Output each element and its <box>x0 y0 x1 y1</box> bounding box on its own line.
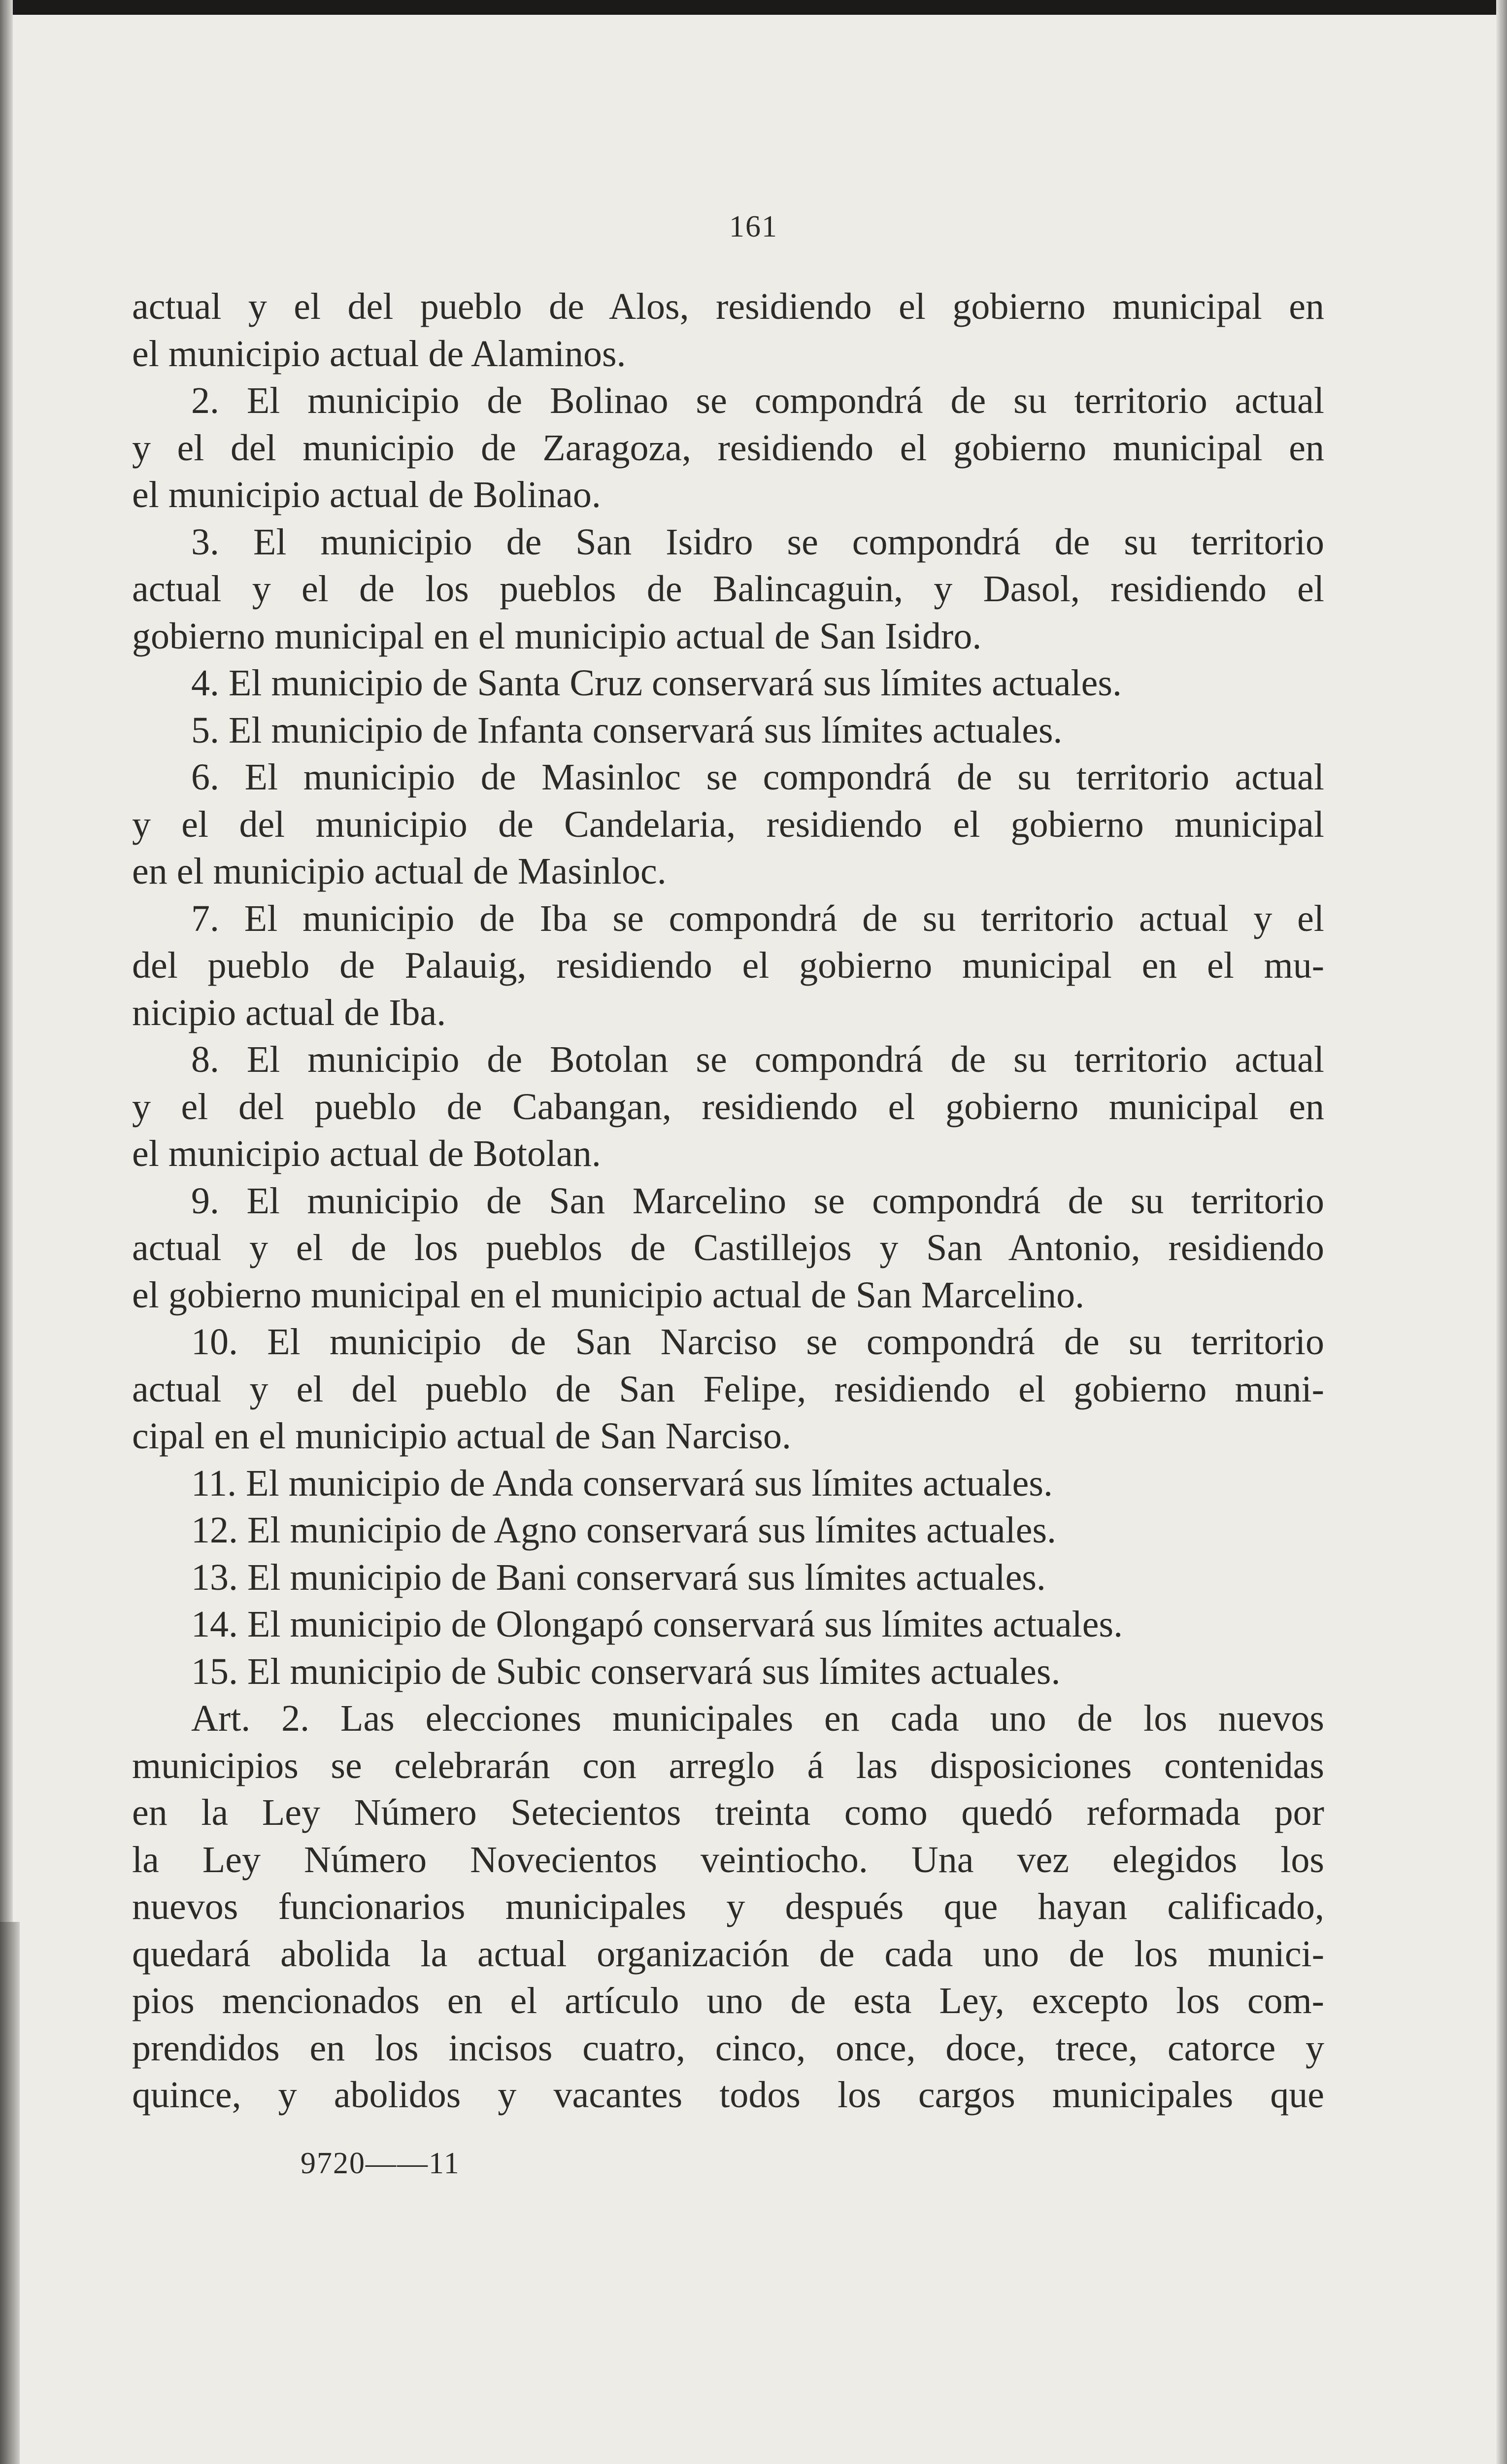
text-line: 8. El municipio de Botolan se compondrá de su territorio actual <box>191 1039 1324 1080</box>
text-line: 5. El municipio de Infanta conservará sus límites actuales. <box>191 709 1063 751</box>
text-line: municipios se celebrarán con arreglo á las disposiciones contenidas <box>132 1745 1324 1786</box>
body-text <box>132 283 1324 2119</box>
text-line: y el del pueblo de Cabangan, residiendo el gobierno municipal en <box>132 1086 1324 1128</box>
text-line: quedará abolida la actual organización de cada uno de los munici- <box>132 1933 1324 1975</box>
scan-top-edge <box>0 0 1507 15</box>
text-line: 4. El municipio de Santa Cruz conservará sus límites actuales. <box>191 662 1122 704</box>
text-line: actual y el del pueblo de Alos, residiendo el gobierno municipal en <box>132 286 1324 327</box>
text-line: y el del municipio de Candelaria, residiendo el gobierno municipal <box>132 803 1324 845</box>
text-line: y el del municipio de Zaragoza, residiendo el gobierno municipal en <box>132 427 1324 469</box>
text-line: del pueblo de Palauig, residiendo el gobierno municipal en el mu- <box>132 945 1324 986</box>
text-line: 14. El municipio de Olongapó conservará sus límites actuales. <box>191 1604 1123 1645</box>
text-line: la Ley Número Novecientos veintiocho. Una vez elegidos los <box>132 1839 1324 1881</box>
text-line: nicipio actual de Iba. <box>132 992 446 1033</box>
text-line: el gobierno municipal en el municipio actual de San Marcelino. <box>132 1274 1085 1316</box>
text-line: 11. El municipio de Anda conservará sus límites actuales. <box>191 1462 1053 1504</box>
text-line: pios mencionados en el artículo uno de esta Ley, excepto los com- <box>132 1980 1324 2021</box>
text-line: el municipio actual de Botolan. <box>132 1133 601 1174</box>
text-line: cipal en el municipio actual de San Narciso. <box>132 1415 791 1457</box>
text-line: nuevos funcionarios municipales y después que hayan calificado, <box>132 1886 1324 1927</box>
text-line: 13. El municipio de Bani conservará sus límites actuales. <box>191 1556 1046 1598</box>
scan-left-edge-shadow <box>0 1922 20 2464</box>
text-line: el municipio actual de Alaminos. <box>132 333 626 375</box>
text-line: actual y el de los pueblos de Castillejos y San Antonio, residiendo <box>132 1227 1324 1268</box>
text-line: 15. El municipio de Subic conservará sus límites actuales. <box>191 1650 1061 1692</box>
text-line: Art. 2. Las elecciones municipales en cada uno de los nuevos <box>191 1698 1324 1739</box>
scan-right-edge <box>1496 0 1507 2464</box>
text-line: 7. El municipio de Iba se compondrá de su territorio actual y el <box>191 897 1324 939</box>
text-line: actual y el de los pueblos de Balincaguin, y Dasol, residiendo el <box>132 568 1324 610</box>
text-line: 10. El municipio de San Narciso se compondrá de su territorio <box>191 1321 1324 1363</box>
text-line: actual y el del pueblo de San Felipe, residiendo el gobierno muni- <box>132 1368 1324 1410</box>
page-number: 161 <box>729 210 778 243</box>
text-line: 12. El municipio de Agno conservará sus límites actuales. <box>191 1509 1057 1551</box>
text-line: 9. El municipio de San Marcelino se compondrá de su territorio <box>191 1180 1324 1222</box>
text-line: prendidos en los incisos cuatro, cinco, once, doce, trece, catorce y <box>132 2027 1324 2069</box>
text-line: 6. El municipio de Masinloc se compondrá de su territorio actual <box>191 756 1324 798</box>
text-line: en la Ley Número Setecientos treinta como quedó reformada por <box>132 1792 1324 1833</box>
text-line: gobierno municipal en el municipio actual de San Isidro. <box>132 615 982 657</box>
text-line: 3. El municipio de San Isidro se compondrá de su territorio <box>191 521 1324 563</box>
text-line: 2. El municipio de Bolinao se compondrá de su territorio actual <box>191 380 1324 421</box>
text-line: quince, y abolidos y vacantes todos los cargos municipales que <box>132 2074 1324 2116</box>
printer-signature: 9720——11 <box>301 2147 460 2180</box>
text-line: el municipio actual de Bolinao. <box>132 474 601 515</box>
text-line: en el municipio actual de Masinloc. <box>132 851 667 892</box>
